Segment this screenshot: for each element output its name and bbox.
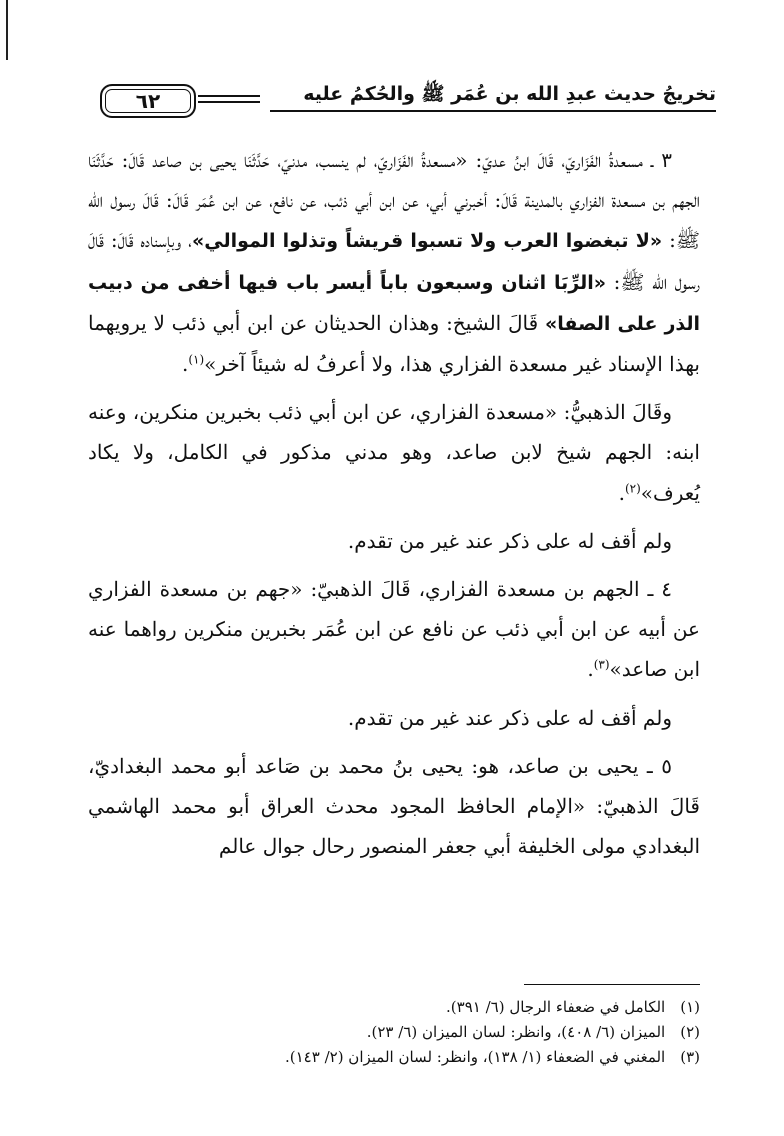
paragraph [88, 392, 700, 513]
text-run: ٥ ـ يحيى بن صاعد، هو: يحيى بنُ محمد بن صَاعد أبو محمد البغداديّ، قَالَ الذهبيّ: «الإمام الحافظ المجود محدث العراق أبو محمد الهاشمي البغدادي مولى الخليفة أبي جعفر المنصور رحال جوال عالم [88, 753, 700, 859]
text-run: ٤ ـ الجهم بن مسعدة الفزاري، قَالَ الذهبيّ: «جهم بن مسعدة الفزاري عن أبيه عن ابن أبي ذئب عن نافع عن ابن عُمَر بخبرين منكرين رواهما عنه ابن صاعد» [88, 577, 700, 682]
page-number-ornament [100, 78, 260, 118]
footnote-marker[interactable]: (٣) [593, 657, 610, 672]
paragraph [88, 746, 700, 867]
footnote-text: المغني في الضعفاء (١/ ١٣٨)، وانظر: لسان الميزان (٢/ ١٤٣). [285, 1048, 670, 1066]
footnote [88, 1020, 700, 1045]
footnote [88, 1045, 700, 1070]
text-run: ٣ ـ مسعدةُ الفَزَاريّ، قَالَ ابنُ عديّ: «مسعدةُ الفَزَاريّ، لم ينسب، مدنيّ، حَدَّثَنَا يحيى بن صاعد قَالَ: حَدَّثَنَا الجهم بن مسعدة الفزاري بالمدينة قَالَ: أخبرني أبي، عن ابن أبي ذئب، عن نافع، عن ابن عُمَر قَالَ: قَالَ رسول الله ﷺ: [88, 148, 700, 253]
text-run: قَالَ الشيخ: وهذان الحديثان عن ابن أبي ذئب لا يرويهما بهذا الإسناد غير مسعدة الفزاري هذا، ولا أعرفُ له شيئاً آخر» [88, 310, 700, 377]
text-run: . [181, 352, 189, 377]
text-run: وقَالَ الذهبيُّ: «مسعدة الفزاري، عن ابن أبي ذئب بخبرين منكرين، وعنه ابنه: الجهم شيخ لابن صاعد، وهو مدني مذكور في الكامل، ولا يكاد يُعرف» [88, 400, 700, 505]
header-double-rule-top [198, 95, 260, 97]
paragraph [88, 569, 700, 690]
text-run: ولم أقف له على ذكر عند غير من تقدم. [347, 705, 672, 730]
footnote-text: الكامل في ضعفاء الرجال (٦/ ٣٩١). [446, 998, 670, 1016]
hadith-text: «الرِّبَا اثنان وسبعون باباً أيسر باب فيها أخفى من دبيب الذر على الصفا» [88, 271, 701, 335]
paragraph [88, 698, 700, 738]
text-run: ، وبإسناده قَالَ: قَالَ رسول الله ﷺ: [88, 228, 700, 294]
footnote-number: (٢) [680, 1023, 700, 1041]
paragraph [88, 140, 700, 384]
footnote [88, 995, 700, 1020]
footnote-marker[interactable]: (٢) [624, 480, 641, 495]
header-underline [270, 110, 716, 112]
hadith-text: «لا تبغضوا العرب ولا تسبوا قريشاً وتذلوا الموالي» [192, 230, 663, 253]
footnote-number: (٣) [680, 1048, 700, 1066]
paragraph [88, 521, 700, 561]
footnote-separator [524, 984, 700, 985]
footnote-number: (١) [680, 998, 700, 1016]
footnote-text: الميزان (٦/ ٤٠٨)، وانظر: لسان الميزان (٦/ ٢٣). [366, 1023, 670, 1041]
header-title: تخريجُ حديث عبدِ الله بن عُمَر ﷺ والحُكمُ عليه [303, 83, 716, 105]
page-number: ٦٢ [100, 84, 196, 118]
running-header [100, 78, 716, 118]
footnotes [88, 995, 700, 1070]
text-run: . [587, 657, 594, 682]
text-run: ولم أقف له على ذكر عند غير من تقدم. [347, 528, 672, 553]
main-text [88, 140, 700, 866]
header-double-rule-bottom [198, 101, 260, 103]
page-edge-rule [6, 0, 8, 60]
footnote-marker[interactable]: (١) [188, 352, 205, 367]
text-run: . [618, 480, 625, 505]
